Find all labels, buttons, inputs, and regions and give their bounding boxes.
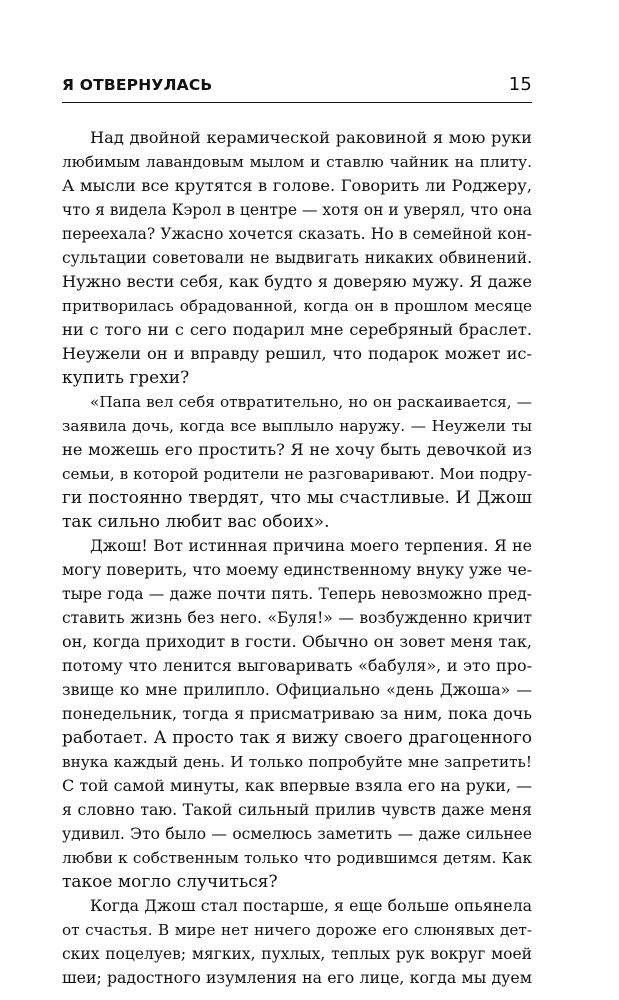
text-line: притворилась обрадованной, когда он в прошлом месяце xyxy=(62,297,532,315)
text-line: сультации советовали не выдвигать никаких обвинений. xyxy=(62,249,532,267)
text-line: такое могло случиться? xyxy=(62,872,278,892)
text-line: А мысли все крутятся в голове. Говорить ли Роджеру, xyxy=(62,176,532,195)
text-line: ских поцелуев; мягких, пухлых, теплых рук вокруг моей xyxy=(62,945,532,963)
text-line: я словно таю. Такой сильный прилив чувств даже меня xyxy=(62,800,532,819)
text-line: ставить жизнь без него. «Буля!» — возбужденно кричит xyxy=(62,609,532,627)
text-line: Когда Джош стал постарше, я еще больше опьянела xyxy=(90,896,532,915)
text-line: внука каждый день. И только попробуйте мне запретить! xyxy=(62,753,532,771)
text-line: Нужно вести себя, как будто я доверяю мужу. Я даже xyxy=(62,272,532,291)
text-line: не можешь его простить? Я не хочу быть девочкой из xyxy=(62,440,532,459)
text-line: он, когда приходит в гости. Обычно он зовет меня так, xyxy=(62,632,532,651)
text-line: шеи; радостного изумления на его лице, когда мы дуем xyxy=(62,968,532,987)
text-line: Неужели он и вправду решил, что подарок может ис- xyxy=(62,344,532,363)
text-line: купить грехи? xyxy=(62,368,190,388)
text-line: звище ко мне прилипло. Официально «день Джоша» — xyxy=(62,680,532,699)
text-line: от счастья. В мире нет ничего дороже его слюнявых дет- xyxy=(62,921,532,939)
text-line: могу поверить, что моему единственному внуку уже че- xyxy=(62,560,533,579)
text-line: любви к собственным только что родившимся детям. Как xyxy=(62,849,532,867)
text-line: семьи, в которой родители не разговаривают. Мои подру- xyxy=(62,465,532,483)
text-line: Над двойной керамической раковиной я мою руки xyxy=(90,128,532,147)
text-line: тыре года — даже почти пять. Теперь невозможно пред- xyxy=(62,585,532,603)
page-number: 15 xyxy=(508,74,532,95)
text-line: заявила дочь, когда все выплыло наружу. — Неужели ты xyxy=(62,417,532,435)
text-line: удивил. Это было — осмелюсь заметить — даже сильнее xyxy=(62,825,532,843)
text-line: ни с того ни с сего подарил мне серебряный браслет. xyxy=(62,320,532,339)
text-line: Джош! Вот истинная причина моего терпения. Я не xyxy=(90,536,532,555)
text-line: ги постоянно твердят, что мы счастливые. И Джош xyxy=(62,488,532,508)
text-line: переехала? Ужасно хочется сказать. Но в семейной кон- xyxy=(62,225,532,243)
text-line: С той самой минуты, как впервые взяла его на руки, — xyxy=(62,776,533,795)
text-line: работает. А просто так я вижу своего драгоценного xyxy=(62,728,532,748)
text-line: понедельник, тогда я присматриваю за ним, пока дочь xyxy=(62,704,532,723)
text-line: «Папа вел себя отвратительно, но он раскаивается, — xyxy=(90,393,532,411)
text-line: что я видела Кэрол в центре — хотя он и уверял, что она xyxy=(62,201,533,219)
text-line: потому что ленится выговаривать «бабуля», и это про- xyxy=(62,656,532,675)
text-line: любимым лавандовым мылом и ставлю чайник на плиту. xyxy=(62,153,532,171)
running-title: Я ОТВЕРНУЛАСЬ xyxy=(62,76,213,94)
text-line: так сильно любит вас обоих». xyxy=(62,512,330,532)
